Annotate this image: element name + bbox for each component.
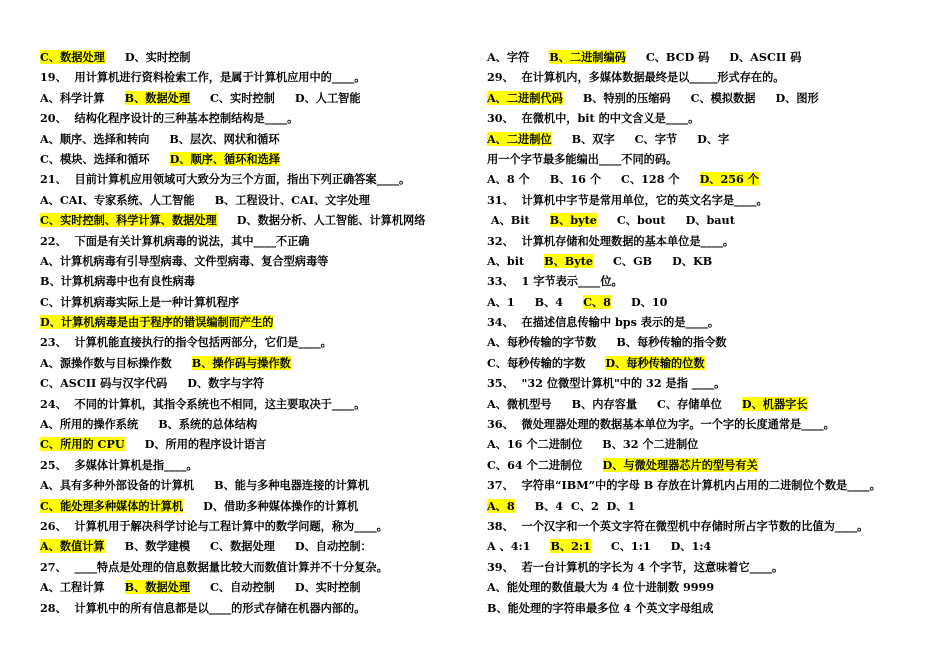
highlighted-answer: A、二进制代码 [487,90,563,105]
text-line [40,496,460,516]
highlighted-answer: A、二进制位 [487,131,552,146]
text-line [40,475,460,495]
text-line [40,598,460,618]
text-line [40,516,460,536]
text-line [487,414,927,434]
highlighted-answer: B、2:1 [550,539,591,554]
highlighted-answer: C、能处理多种媒体的计算机 [40,498,184,513]
text-line [487,210,927,230]
text-line [487,434,927,454]
text-segment: 19、 用计算机进行资料检索工作，是属于计算机应用中的____。 [40,70,366,85]
text-line [487,353,927,373]
text-segment: B、计算机病毒中也有良性病毒 [40,274,195,289]
text-segment: A、源操作数与目标操作数 [40,355,172,370]
highlighted-answer: B、二进制编码 [549,50,626,64]
highlighted-answer: B、数据处理 [124,90,191,105]
text-segment: D、人工智能 [294,90,361,105]
text-line [40,210,460,230]
text-line [40,414,460,434]
text-line [40,108,460,128]
text-line [487,516,927,536]
highlighted-answer: C、数据处理 [40,50,105,64]
text-segment: B、层次、网状和循环 [169,131,280,146]
text-segment: A、具有多种外部设备的计算机 [40,478,195,493]
text-segment: B、特别的压缩码 [582,90,671,105]
text-line [40,88,460,108]
text-segment: 37、 字符串“IBM”中的字母 B 存放在计算机内占用的二进制位个数是____。 [487,478,881,493]
text-segment: 29、 在计算机内，多媒体数据最终是以_____形式存在的。 [487,70,785,85]
text-segment: B、16 个 [549,172,602,187]
highlighted-answer: A、数值计算 [40,539,105,554]
text-segment: 28、 计算机中的所有信息都是以____的形式存储在机器内部的。 [40,600,366,615]
text-line [487,129,927,149]
text-line [40,67,460,87]
text-line [40,373,460,393]
text-line [487,292,927,312]
text-line [487,598,927,618]
text-segment: D、1:4 [670,539,712,554]
text-segment: 27、 ____特点是处理的信息数据量比较大而数值计算并不十分复杂。 [40,559,388,574]
highlighted-answer: D、顺序、循环和选择 [169,151,280,166]
text-segment: B、工程设计、CAI、文字处理 [214,192,370,207]
text-line [40,536,460,556]
text-segment: C、bout [616,213,666,228]
text-line [40,312,460,332]
text-line [40,332,460,352]
highlighted-answer: B、Byte [544,253,593,268]
text-segment: D、ASCII 码 [729,50,802,64]
left-column [40,47,460,618]
text-segment: 25、 多媒体计算机是指____。 [40,457,198,472]
text-line [487,577,927,597]
text-line [40,394,460,414]
text-segment: D、10 [630,294,668,309]
text-line [40,577,460,597]
text-segment: C、数据处理 [210,539,275,554]
text-segment: 24、 不同的计算机，其指令系统也不相同，这主要取决于____。 [40,396,366,411]
highlighted-answer: D、计算机病毒是由于程序的错误编制而产生的 [40,315,274,330]
text-line [40,271,460,291]
text-segment: C、BCD 码 [645,50,710,64]
text-line [487,149,927,169]
text-segment: C、GB [613,253,653,268]
text-line [487,47,927,67]
text-segment: A、所用的操作系统 [40,417,139,432]
text-segment: A、每秒传输的字节数 [487,335,597,350]
text-segment: D、所用的程序设计语言 [144,437,267,452]
text-segment: C、1:1 [610,539,651,554]
text-line [40,353,460,373]
text-line [487,373,927,393]
text-line [487,394,927,414]
text-segment: D、借助多种媒体操作的计算机 [203,498,359,513]
text-segment: 38、 一个汉字和一个英文字符在微型机中存储时所占字节数的比值为____。 [487,518,869,533]
text-segment: B、内存容量 [571,396,638,411]
text-line [487,536,927,556]
text-segment: A、能处理的数值最大为 4 位十进制数 9999 [487,580,715,595]
text-segment: A、1 [487,294,515,309]
text-segment: D、KB [672,253,713,268]
text-segment: B、32 个二进制位 [602,437,699,452]
text-line [487,312,927,332]
text-segment: C、ASCII 码与汉字代码 [40,376,168,391]
text-line [40,292,460,312]
text-segment: A、计算机病毒有引导型病毒、文件型病毒、复合型病毒等 [40,253,329,268]
highlighted-answer: D、每秒传输的位数 [605,355,705,370]
text-segment: D、实时控制 [294,580,361,595]
text-segment: 20、 结构化程序设计的三种基本控制结构是____。 [40,111,299,126]
text-line [487,190,927,210]
text-line [40,47,460,67]
text-segment: 23、 计算机能直接执行的指令包括两部分，它们是____。 [40,335,332,350]
text-line [487,557,927,577]
highlighted-answer: D、与微处理器芯片的型号有关 [602,457,758,472]
text-segment: 30、 在微机中，bit 的中文含义是____。 [487,111,700,126]
text-line [487,475,927,495]
text-segment: B、4 C、2 D、1 [534,498,636,513]
highlighted-answer: B、数据处理 [124,580,191,595]
text-line [40,169,460,189]
text-line [40,434,460,454]
text-line [487,332,927,352]
text-segment: D、自动控制： [294,539,372,554]
text-segment: A、微机型号 [487,396,552,411]
text-line [487,455,927,475]
text-segment: A、字符 [487,50,530,64]
text-segment: C、字节 [634,131,678,146]
text-line [487,496,927,516]
text-line [487,169,927,189]
text-segment: C、模块、选择和循环 [40,151,150,166]
text-line [487,88,927,108]
text-line [40,231,460,251]
text-segment: 31、 计算机中字节是常用单位，它的英文名字是____。 [487,192,768,207]
highlighted-answer: C、8 [583,294,611,309]
text-segment: 33、 1 字节表示____位。 [487,274,623,289]
text-segment: 35、 "32 位微型计算机"中的 32 是指 ____。 [487,376,726,391]
text-segment: A、16 个二进制位 [487,437,583,452]
text-segment: B、能处理的字符串最多位 4 个英文字母组成 [487,600,714,615]
text-segment: C、存储单位 [657,396,722,411]
text-segment: C、128 个 [621,172,680,187]
text-segment: C、模拟数据 [690,90,756,105]
text-line [40,129,460,149]
text-segment: 21、 目前计算机应用领域可大致分为三个方面，指出下列正确答案____。 [40,172,411,187]
text-segment: A、Bit [487,213,530,228]
text-segment: C、计算机病毒实际上是一种计算机程序 [40,294,240,309]
text-segment: 用一个字节最多能编出____不同的码。 [487,151,678,166]
text-segment: B、数学建模 [124,539,191,554]
text-segment: C、自动控制 [210,580,275,595]
text-segment: A、顺序、选择和转向 [40,131,150,146]
text-segment: 39、 若一台计算机的字长为 4 个字节，这意味着它____。 [487,559,784,574]
text-segment: B、4 [534,294,564,309]
highlighted-answer: A、8 [487,498,515,513]
text-segment: 34、 在描述信息传输中 bps 表示的是____。 [487,315,720,330]
text-segment: 32、 计算机存储和处理数据的基本单位是____。 [487,233,735,248]
text-segment: D、实时控制 [124,50,191,64]
text-segment: A、工程计算 [40,580,105,595]
highlighted-answer: B、操作码与操作数 [191,355,291,370]
text-segment: 22、 下面是有关计算机病毒的说法，其中____不正确 [40,233,310,248]
text-segment: C、64 个二进制位 [487,457,583,472]
text-segment: A、科学计算 [40,90,105,105]
text-line [487,271,927,291]
text-segment: A、8 个 [487,172,530,187]
text-segment: D、数据分析、人工智能、计算机网络 [236,213,426,228]
text-line [40,251,460,271]
text-line [40,149,460,169]
text-line [40,455,460,475]
text-segment: A、bit [487,253,525,268]
highlighted-answer: D、256 个 [699,172,759,187]
text-segment: A 、4:1 [487,539,531,554]
text-segment: B、双字 [571,131,615,146]
text-segment: C、每秒传输的字数 [487,355,586,370]
text-segment: B、系统的总体结构 [158,417,258,432]
highlighted-answer: C、实时控制、科学计算、数据处理 [40,213,217,228]
text-line [40,557,460,577]
text-segment: D、数字与字符 [187,376,265,391]
text-line [40,190,460,210]
text-segment: C、实时控制 [210,90,275,105]
text-segment: 26、 计算机用于解决科学讨论与工程计算中的数学问题，称为____。 [40,518,388,533]
text-segment: B、能与多种电器连接的计算机 [214,478,370,493]
highlighted-answer: D、机器字长 [741,396,808,411]
text-line [487,251,927,271]
text-segment: B、每秒传输的指令数 [616,335,727,350]
text-segment: 36、 微处理器处理的数据基本单位为字。一个字的长度通常是____。 [487,417,835,432]
highlighted-answer: B、byte [549,213,597,228]
text-line [487,67,927,87]
highlighted-answer: C、所用的 CPU [40,437,125,452]
text-segment: D、baut [685,213,735,228]
text-segment: D、图形 [775,90,819,105]
right-column [487,47,927,618]
text-line [487,108,927,128]
text-segment: D、字 [697,131,730,146]
text-line [487,231,927,251]
text-segment: A、CAI、专家系统、人工智能 [40,192,195,207]
